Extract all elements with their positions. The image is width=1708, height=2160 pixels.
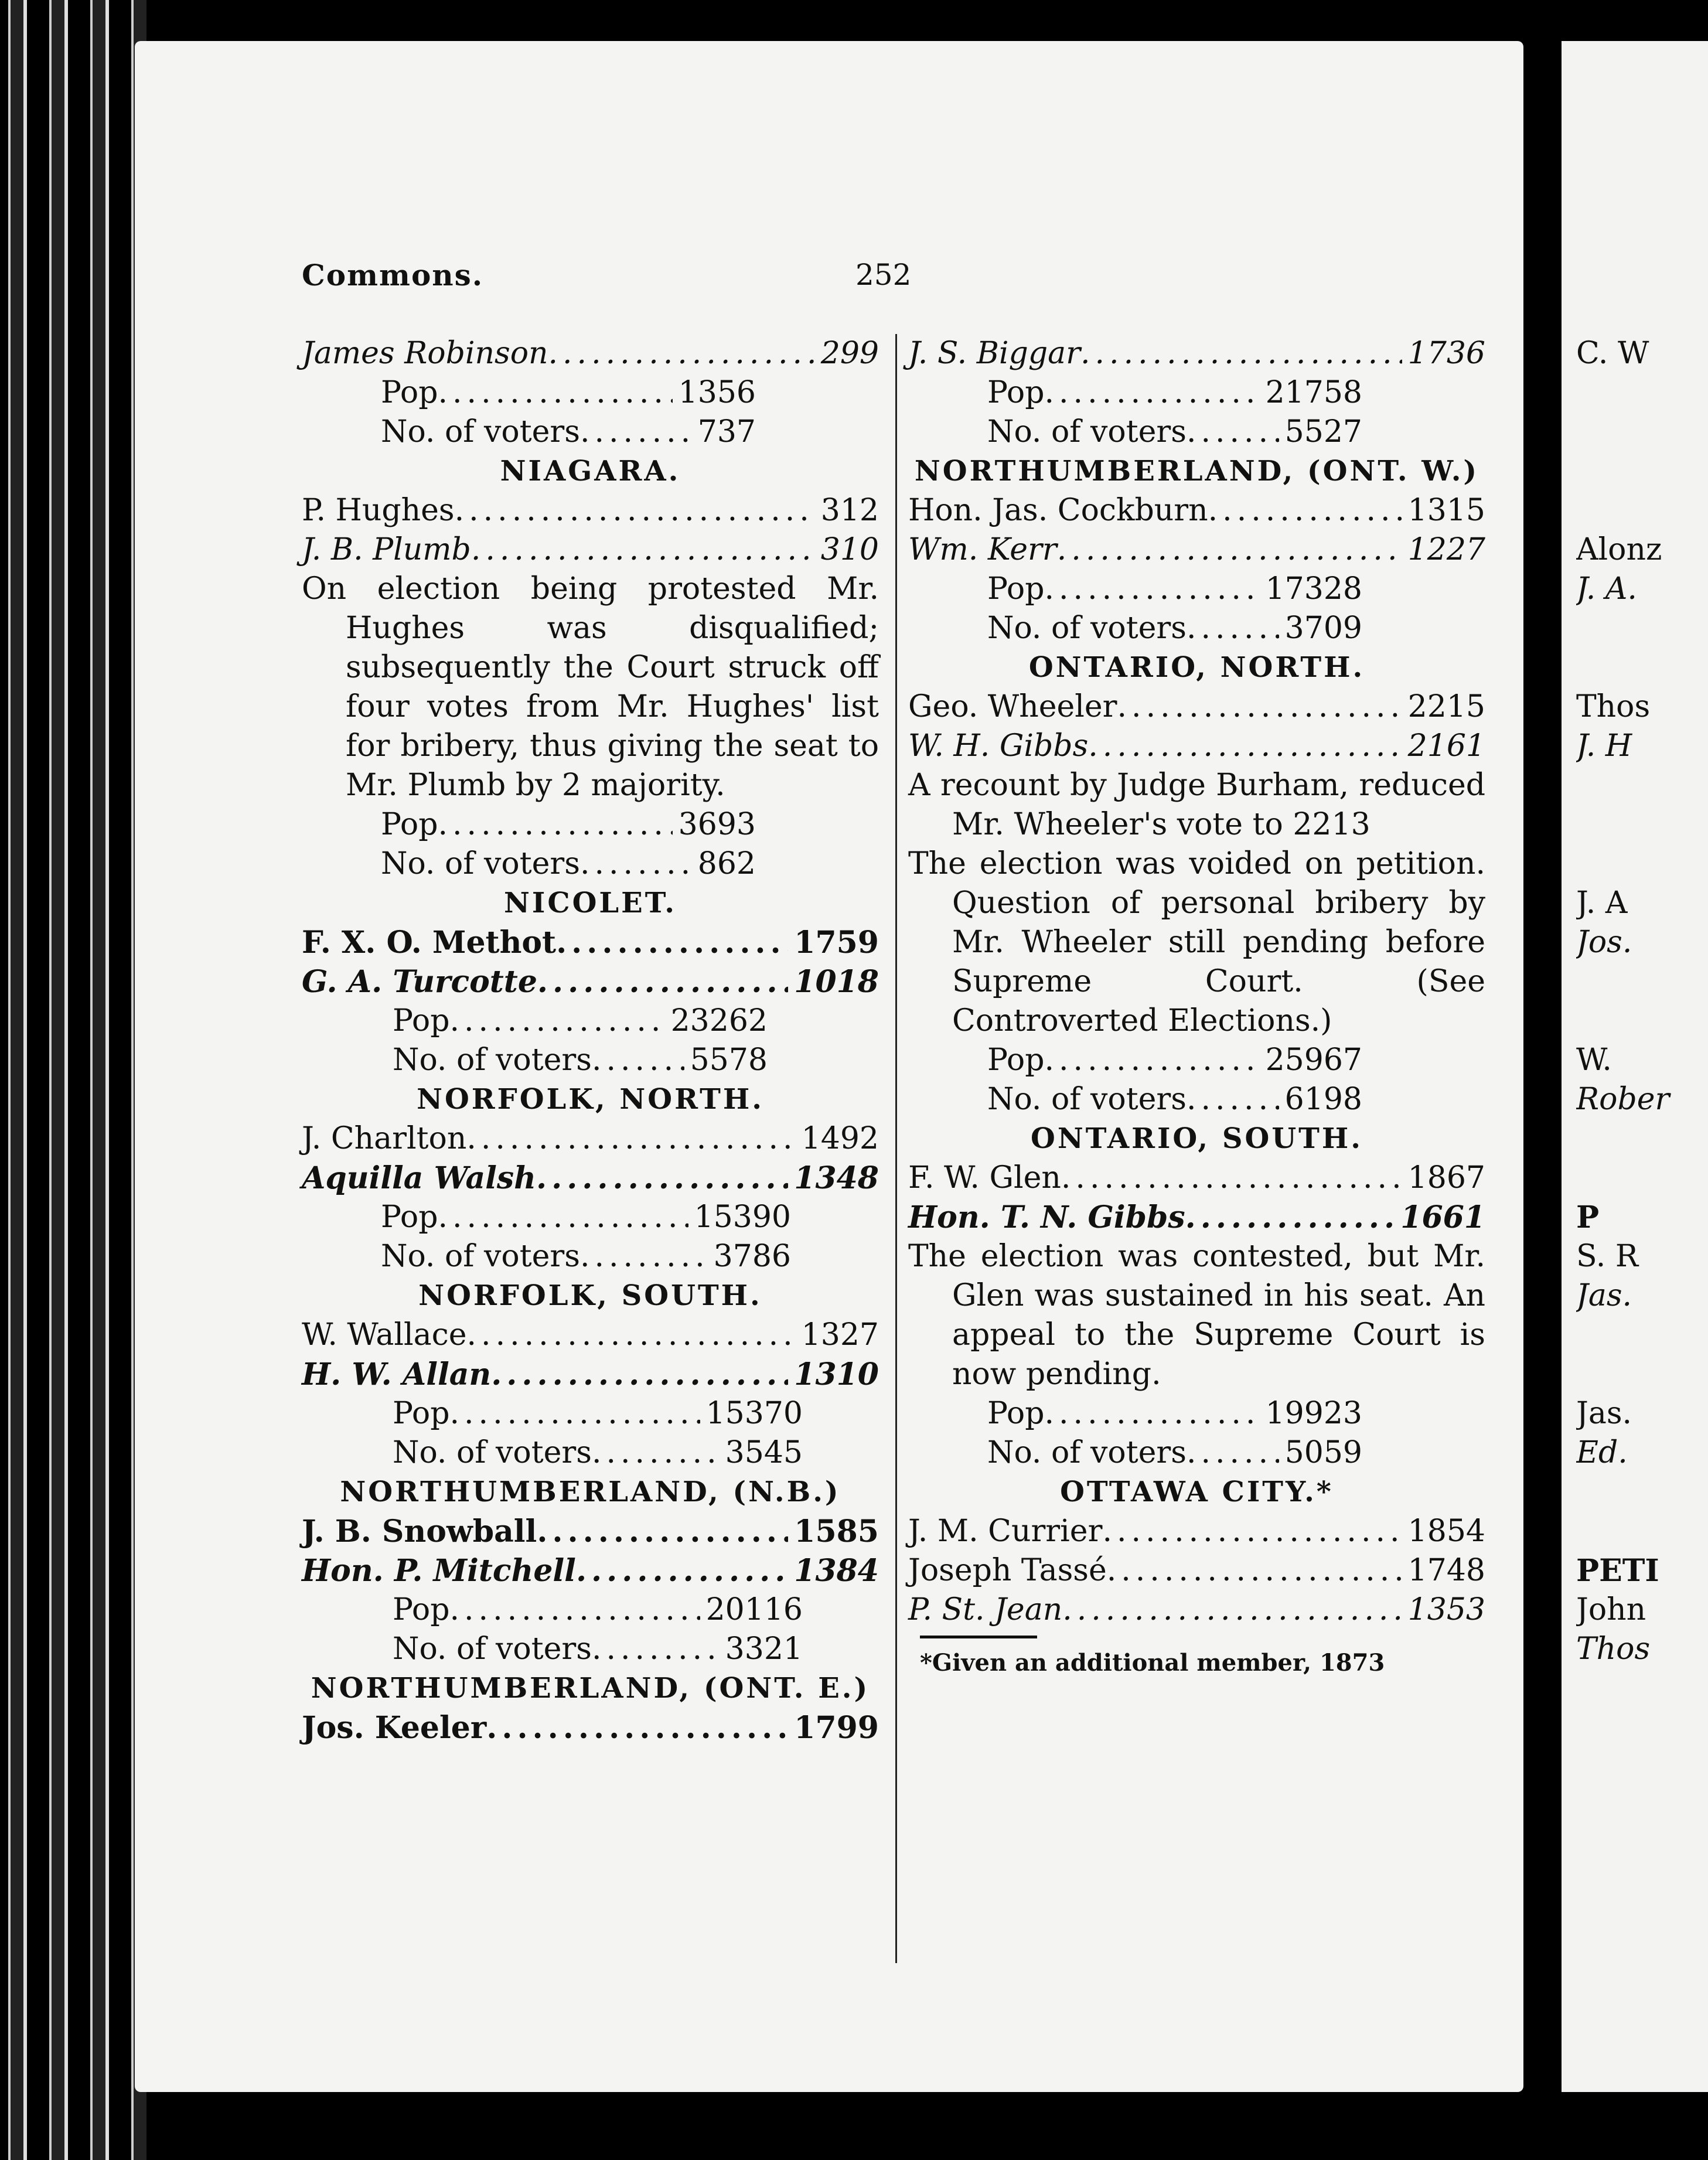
voters-row: No. of voters ..... 862 [302,844,756,884]
fragment: Thos [1576,689,1651,724]
candidate-row: James Robinson ..... 299 [302,334,879,373]
page-number: 252 [855,258,912,292]
riding-heading: NORTHUMBERLAND, (N.B.) [340,1476,841,1508]
candidate-row: G. A. Turcotte ..... 1018 [302,962,879,1001]
pop-row: Pop ..... 15370 [302,1394,803,1433]
riding-heading: OTTAWA CITY.* [1060,1476,1334,1508]
candidate-row: Hon. P. Mitchell ..... 1384 [302,1551,879,1590]
riding-heading: ONTARIO, SOUTH. [1031,1122,1363,1155]
pop-row: Pop ..... 1356 [302,373,756,413]
candidate-row: Hon. T. N. Gibbs ..... 1661 [908,1198,1485,1237]
candidate-row: F. X. O. Methot ..... 1759 [302,923,879,962]
footnote-rule [920,1636,1037,1638]
election-note: The election was voided on petition. Question of personal bribery by Mr. Wheeler still pending before Supreme Court. (See Controverted Elections.) [908,846,1485,1038]
book-binding-edge [0,0,146,2160]
candidate-row: H. W. Allan ..... 1310 [302,1355,879,1394]
candidate-row: Geo. Wheeler ..... 2215 [908,687,1485,727]
candidate-row: W. Wallace ..... 1327 [302,1316,879,1355]
footnote: *Given an additional member, 1873 [920,1649,1385,1677]
pop-row: Pop ..... 19923 [908,1394,1362,1433]
voters-row: No. of voters ..... 6198 [908,1080,1362,1119]
running-header: Commons. [302,258,484,292]
facing-page-text [1576,334,1708,1669]
riding-heading: NIAGARA. [500,455,681,488]
pop-row: Pop ..... 21758 [908,373,1362,413]
candidate-row: J. B. Snowball ..... 1585 [302,1512,879,1551]
fragment: J. A. [1576,571,1637,607]
fragment: Alonz [1576,532,1662,567]
fragment: J. A [1576,885,1628,921]
candidate-row: W. H. Gibbs ..... 2161 [908,727,1485,766]
pop-row: Pop ..... 3693 [302,805,756,844]
candidate-row: P. St. Jean ..... 1353 [908,1590,1485,1630]
voters-row: No. of voters ..... 3321 [302,1630,803,1669]
fragment: Jas. [1576,1278,1632,1313]
fragment: Jos. [1576,925,1632,960]
fragment: C. W [1576,336,1649,371]
election-note: On election being protested Mr. Hughes was disqualified; subsequently the Court struck off four votes from Mr. Hughes' list for bribery, thus giving the seat to Mr. Plumb by 2 majority. [302,571,879,803]
candidate-row: J. B. Plumb ..... 310 [302,530,879,570]
riding-heading: NORTHUMBERLAND, (ONT. E.) [311,1672,870,1705]
riding-heading: NICOLET. [504,887,677,919]
voters-row: No. of voters ..... 5527 [908,413,1362,452]
riding-heading: ONTARIO, NORTH. [1028,651,1365,684]
riding-heading: NORTHUMBERLAND, (ONT. W.) [914,455,1479,488]
fragment: W. [1576,1042,1612,1078]
riding-heading: NORFOLK, SOUTH. [418,1279,762,1312]
candidate-row: F. W. Glen ..... 1867 [908,1159,1485,1198]
candidate-row: J. S. Biggar ..... 1736 [908,334,1485,373]
pop-row: Pop ..... 20116 [302,1590,803,1630]
candidate-row: Jos. Keeler ..... 1799 [302,1708,879,1747]
fragment: S. R [1576,1239,1638,1274]
fragment: Rober [1576,1082,1670,1117]
pop-row: Pop ..... 25967 [908,1041,1362,1080]
voters-row: No. of voters ..... 5059 [908,1433,1362,1473]
voters-row: No. of voters ..... 3709 [908,609,1362,648]
candidate-row: J. Charlton ..... 1492 [302,1119,879,1159]
election-note: The election was contested, but Mr. Glen was sustained in his seat. An appeal to the Supreme Court is now pending. [908,1239,1485,1392]
candidate-row: J. M. Currier ..... 1854 [908,1512,1485,1551]
pop-row: Pop ..... 23262 [302,1001,768,1041]
candidate-row: Wm. Kerr ..... 1227 [908,530,1485,570]
candidate-row: Aquilla Walsh ..... 1348 [302,1159,879,1198]
fragment: P [1576,1200,1600,1235]
riding-heading: NORFOLK, NORTH. [417,1083,764,1116]
candidate-row: P. Hughes ..... 312 [302,491,879,530]
fragment: John [1576,1592,1646,1627]
fragment: Jas. [1576,1396,1632,1431]
voters-row: No. of voters ..... 3786 [302,1237,791,1276]
candidate-row: Hon. Jas. Cockburn ..... 1315 [908,491,1485,530]
voters-row: No. of voters ..... 3545 [302,1433,803,1473]
recount-note: A recount by Judge Burham, reduced Mr. Wheeler's vote to 2213 [908,768,1485,842]
fragment: J. H [1576,728,1632,764]
candidate-row: Joseph Tassé ..... 1748 [908,1551,1485,1590]
left-column [302,334,879,1747]
column-divider [895,334,897,1963]
voters-row: No. of voters ..... 5578 [302,1041,768,1080]
right-column [908,334,1485,1682]
fragment: PETI [1576,1553,1659,1589]
voters-row: No. of voters ..... 737 [302,413,756,452]
fragment: Ed. [1576,1435,1628,1470]
fragment: Thos [1576,1631,1651,1667]
pop-row: Pop ..... 17328 [908,570,1362,609]
pop-row: Pop ..... 15390 [302,1198,791,1237]
